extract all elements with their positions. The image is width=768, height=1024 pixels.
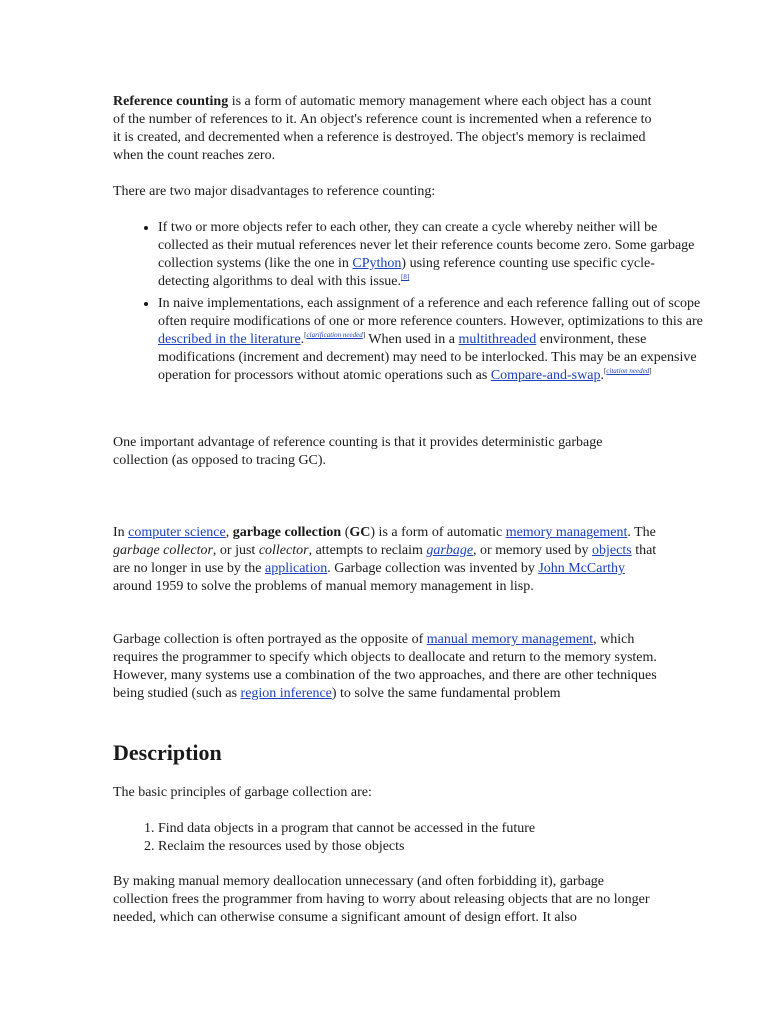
text: ) is a form of automatic (370, 525, 506, 540)
garbage-link[interactable]: garbage (426, 543, 474, 558)
italic-term: garbage collector (113, 543, 213, 558)
rc-intro-paragraph (113, 93, 658, 165)
text: , which requires the programmer to specify which objects to deallocate and return to the memory system. However, many systems use a combination of the two approaches, and there are other techniques being studied (such as (113, 632, 657, 701)
gc-opposite-paragraph (113, 631, 658, 703)
text: ) to solve the same fundamental problem (331, 686, 561, 701)
clarification-needed-link[interactable]: clarification needed (306, 331, 363, 339)
text: In (113, 525, 129, 540)
list-item (158, 295, 703, 385)
list-text: If two or more objects refer to each other, they can create a cycle whereby neither will be collected as their mutual references never let their reference counts become zero. Some garbage collection systems (like the one in (158, 220, 695, 271)
rc-disadvantages-intro: There are two major disadvantages to reference counting: (113, 184, 436, 199)
list-text: In naive implementations, each assignment of a reference and each reference falling out of scope often require modifications of one or more reference counters. However, optimizations to this are (158, 296, 703, 329)
text: ( (341, 525, 350, 540)
text: that are no longer in use by the (113, 543, 657, 576)
description-heading: Description (113, 740, 222, 765)
list-item (158, 219, 703, 291)
text: . Garbage collection was invented by (327, 561, 539, 576)
list-item: 2. Reclaim the resources used by those objects (158, 838, 703, 856)
computer-science-link[interactable]: computer science (128, 525, 226, 540)
text: around 1959 to solve the problems of manual memory management in lisp. (113, 579, 534, 594)
literature-link[interactable]: described in the literature (158, 332, 301, 347)
text: , (225, 525, 233, 540)
text: Garbage collection is often portrayed as the opposite of (113, 632, 427, 647)
text: , or memory used by (473, 543, 593, 558)
description-paragraph: By making manual memory deallocation unnecessary (and often forbidding it), garbage collection frees the programmer from having to worry about releasing objects that are no longer needed, which can otherwise consume a significant amount of design effort. It also (113, 874, 650, 925)
gc-intro-paragraph (113, 524, 658, 596)
compare-and-swap-link[interactable]: Compare-and-swap (490, 368, 601, 383)
citation (401, 273, 409, 281)
objects-link[interactable]: objects (592, 543, 632, 558)
memory-management-link[interactable]: memory management (505, 525, 628, 540)
principles-list (113, 820, 703, 856)
citation-needed-link[interactable]: citation needed (606, 367, 650, 375)
manual-memory-management-link[interactable]: manual memory management (426, 632, 594, 647)
description-intro: The basic principles of garbage collection are: (113, 785, 372, 800)
text: . The (627, 525, 656, 540)
cpython-link[interactable]: CPython (352, 256, 402, 271)
citation-bracket: [ (603, 367, 607, 375)
rc-term: Reference counting (113, 94, 229, 109)
region-inference-link[interactable]: region inference (240, 686, 332, 701)
list-text: ) using reference counting use specific cycle-detecting algorithms to deal with this issue. (158, 256, 655, 289)
text: , or just (212, 543, 259, 558)
list-text: environment, these modifications (increment and decrement) may need to be interlocked. This may be an expensive operation for processors without atomic operations such as (158, 332, 697, 383)
gc-abbrev: GC (349, 525, 371, 540)
rc-intro-text: is a form of automatic memory management where each object has a count of the number of references to it. An object's reference count is incremented when a reference to it is created, and decremented when a reference is destroyed. The object's memory is reclaimed when the count reaches zero. (113, 94, 652, 163)
list-item: 1. Find data objects in a program that cannot be accessed in the future (158, 820, 703, 838)
john-mccarthy-link[interactable]: John McCarthy (538, 561, 626, 576)
list-text: . (600, 368, 604, 383)
citation-8-link[interactable]: [8] (401, 273, 410, 281)
citation (604, 367, 652, 375)
list-text: When used in a (365, 332, 459, 347)
citation-bracket: ] (362, 331, 366, 339)
italic-term: collector (258, 543, 309, 558)
citation-bracket: ] (649, 367, 652, 375)
citation (304, 331, 365, 339)
rc-disadvantages-list (113, 219, 703, 389)
multithreaded-link[interactable]: multithreaded (458, 332, 537, 347)
text: , attempts to reclaim (308, 543, 427, 558)
citation-bracket: [ (304, 331, 307, 339)
application-link[interactable]: application (265, 561, 328, 576)
list-text: . (300, 332, 305, 347)
gc-term: garbage collection (232, 525, 342, 540)
rc-advantage-paragraph: One important advantage of reference counting is that it provides deterministic garbage collection (as opposed to tracing GC). (113, 435, 603, 468)
